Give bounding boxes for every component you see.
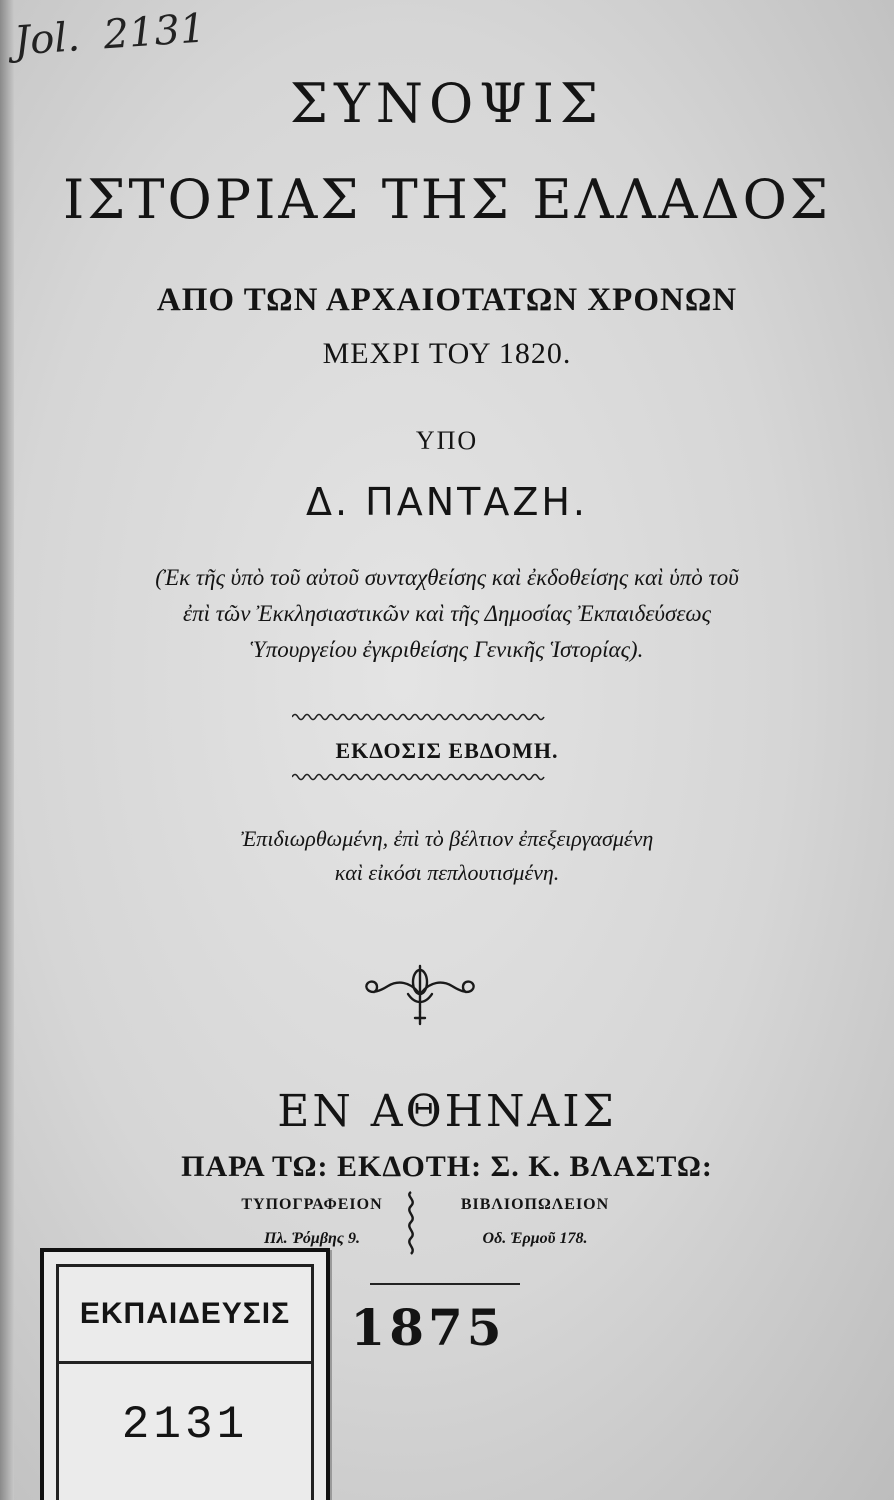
note-line-3: Ὑπουργείου ἐγκριθείσης Γενικῆς Ἱστορίας). (250, 637, 644, 662)
publication-year: 1875 (350, 1298, 506, 1357)
imprint-publisher: ΠΑΡΑ ΤΩ: ΕΚΔΟΤΗ: Σ. Κ. ΒΛΑΣΤΩ: (181, 1150, 713, 1183)
bookshop-address: Οδ. Ἑρμοῦ 178. (482, 1230, 588, 1247)
brace-divider-icon (396, 1190, 426, 1256)
shelf-mark-prefix: Jol. (12, 14, 82, 65)
library-label-subject: ΕΚΠΑΙΔΕΥΣΙΣ (59, 1267, 311, 1364)
shelf-mark-number: 2131 (102, 5, 207, 59)
imprint-rule (370, 1283, 520, 1285)
title-line-2: ΙΣΤΟΡΙΑΣ ΤΗΣ ΕΛΛΑΔΟΣ (62, 168, 832, 231)
revision-line-1: Ἐπιδιωρθωμένη, ἐπὶ τὸ βέλτιον ἐπεξειργασμένη (240, 826, 654, 851)
library-label (40, 1248, 330, 1500)
edition-statement: ΕΚΔΟΣΙΣ ΕΒΔΟΜΗ. (335, 738, 559, 763)
bookshop-heading: ΒΙΒΛΙΟΠΩΛΕΙΟΝ (460, 1196, 610, 1213)
title-line-1: ΣΥΝΟΨΙΣ (289, 72, 605, 135)
ornament-flourish-icon (360, 960, 480, 1026)
printing-office-heading: ΤΥΠΟΓΡΑΦΕΙΟΝ (241, 1196, 383, 1213)
subtitle-line-1: ΑΠΟ ΤΩΝ ΑΡΧΑΙΟΤΑΤΩΝ ΧΡΟΝΩΝ (156, 282, 738, 318)
imprint-city: ΕΝ ΑΘΗΝΑΙΣ (277, 1086, 617, 1137)
printing-office-address: Πλ. Ῥόμβης 9. (264, 1230, 360, 1247)
note-line-1: (Ἐκ τῆς ὑπὸ τοῦ αὐτοῦ συνταχθείσης καὶ ἐκδοθείσης καὶ ὑπὸ τοῦ (155, 565, 739, 590)
wavy-rule-bottom (292, 772, 546, 782)
wavy-rule-top (292, 712, 546, 722)
author-name: Δ. ΠΑΝΤΑΖΗ. (305, 480, 589, 524)
subtitle-line-2: ΜΕΧΡΙ ΤΟΥ 1820. (322, 337, 572, 370)
library-label-frame (56, 1264, 314, 1500)
note-line-2: ἐπὶ τῶν Ἐκκλησιαστικῶν καὶ τῆς Δημοσίας Ἐκπαιδεύσεως (183, 601, 711, 626)
library-label-number: 2131 (121, 1399, 249, 1451)
author-by: ΥΠΟ (415, 426, 479, 455)
revision-line-2: καὶ εἰκόσι πεπλουτισμένη. (334, 860, 560, 885)
handwritten-shelf-mark (13, 5, 207, 64)
